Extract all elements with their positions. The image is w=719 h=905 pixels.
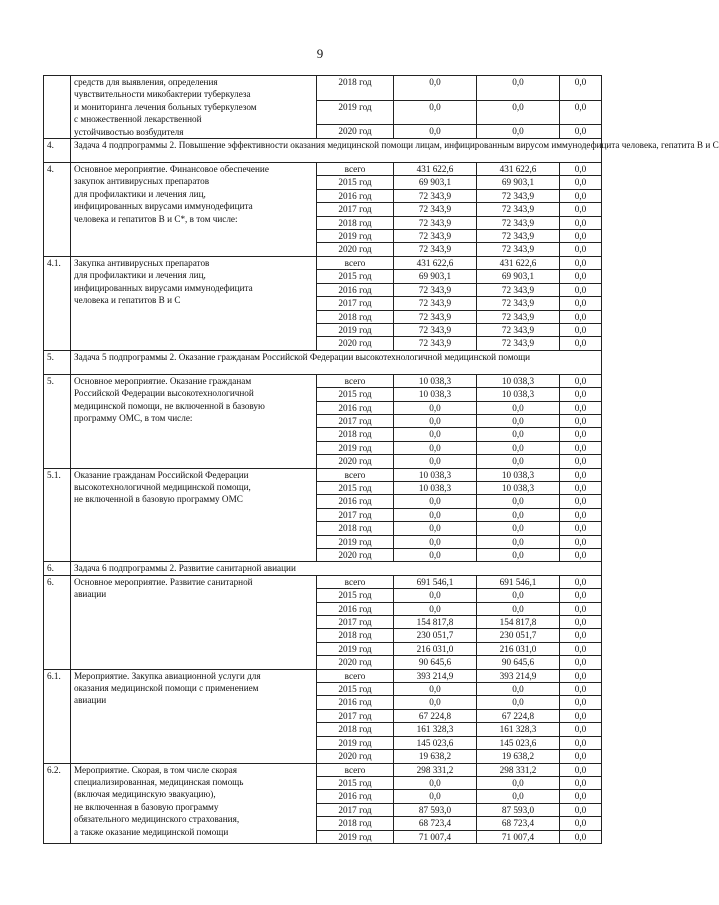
total-value-cell: 72 343,9: [394, 283, 477, 296]
other-value-cell: 0,0: [560, 428, 602, 441]
year-cell: всего: [317, 163, 394, 176]
task-title: Задача 5 подпрограммы 2. Оказание гражданам Российской Федерации высокотехнологичной медицинской помощи: [71, 350, 602, 374]
other-value-cell: 0,0: [560, 100, 602, 125]
year-cell: 2015 год: [317, 776, 394, 789]
regional-value-cell: 69 903,1: [477, 176, 560, 189]
description-line: Мероприятие. Скорая, в том числе скорая: [74, 764, 237, 775]
regional-value-cell: 0,0: [477, 696, 560, 709]
other-value-cell: 0,0: [560, 683, 602, 696]
regional-value-cell: 0,0: [477, 76, 560, 101]
description-line: средств для выявления, определения: [74, 77, 218, 87]
other-value-cell: 0,0: [560, 230, 602, 243]
regional-value-cell: 161 328,3: [477, 723, 560, 736]
budget-table: [43, 75, 719, 844]
task-number: 6.: [44, 562, 71, 575]
other-value-cell: 0,0: [560, 455, 602, 468]
description-line: инфицированных вирусами иммунодефицита: [74, 282, 253, 293]
other-value-cell: 0,0: [560, 616, 602, 629]
year-cell: 2018 год: [317, 629, 394, 642]
regional-value-cell: 298 331,2: [477, 763, 560, 776]
regional-value-cell: 230 051,7: [477, 629, 560, 642]
regional-value-cell: 69 903,1: [477, 270, 560, 283]
total-value-cell: 72 343,9: [394, 337, 477, 350]
total-value-cell: 145 023,6: [394, 736, 477, 749]
table-row: [44, 575, 602, 588]
other-value-cell: 0,0: [560, 189, 602, 202]
other-value-cell: 0,0: [560, 763, 602, 776]
other-value-cell: 0,0: [560, 441, 602, 454]
regional-value-cell: 0,0: [477, 602, 560, 615]
regional-value-cell: 72 343,9: [477, 243, 560, 256]
year-cell: 2016 год: [317, 790, 394, 803]
row-number: 5.1.: [44, 468, 71, 562]
total-value-cell: 0,0: [394, 100, 477, 125]
total-value-cell: 72 343,9: [394, 297, 477, 310]
regional-value-cell: 72 343,9: [477, 337, 560, 350]
table-row: [44, 76, 602, 101]
table-row: [44, 163, 602, 176]
other-value-cell: 0,0: [560, 696, 602, 709]
other-value-cell: 0,0: [560, 709, 602, 722]
regional-value-cell: 0,0: [477, 455, 560, 468]
total-value-cell: 0,0: [394, 549, 477, 562]
total-value-cell: 72 343,9: [394, 310, 477, 323]
row-number: 6.: [44, 575, 71, 669]
regional-value-cell: 154 817,8: [477, 616, 560, 629]
description-line: (включая медицинскую эвакуацию),: [74, 789, 216, 800]
row-description: [71, 76, 317, 139]
other-value-cell: 0,0: [560, 508, 602, 521]
regional-value-cell: 19 638,2: [477, 750, 560, 763]
description-line: авиации: [74, 589, 107, 600]
regional-value-cell: 431 622,6: [477, 256, 560, 269]
year-cell: 2015 год: [317, 589, 394, 602]
regional-value-cell: 0,0: [477, 414, 560, 427]
other-value-cell: 0,0: [560, 243, 602, 256]
total-value-cell: 90 645,6: [394, 656, 477, 669]
other-value-cell: 0,0: [560, 549, 602, 562]
other-value-cell: 0,0: [560, 575, 602, 588]
total-value-cell: 0,0: [394, 508, 477, 521]
regional-value-cell: 71 007,4: [477, 830, 560, 843]
year-cell: 2018 год: [317, 723, 394, 736]
regional-value-cell: 0,0: [477, 535, 560, 548]
description-line: авиации: [74, 695, 107, 706]
table-row: [44, 256, 602, 269]
description-line: для профилактики и лечения лиц,: [74, 270, 206, 281]
description-line: Мероприятие. Закупка авиационной услуги для: [74, 670, 261, 681]
task-row: [44, 139, 602, 163]
table-row: [44, 763, 602, 776]
description-line: специализированная, медицинская помощь: [74, 776, 244, 787]
total-value-cell: 87 593,0: [394, 803, 477, 816]
other-value-cell: 0,0: [560, 535, 602, 548]
description-line: Закупка антивирусных препаратов: [74, 257, 210, 268]
other-value-cell: 0,0: [560, 629, 602, 642]
other-value-cell: 0,0: [560, 669, 602, 682]
other-value-cell: 0,0: [560, 790, 602, 803]
description-line: не включенной в базовую программу ОМС: [74, 494, 243, 505]
total-value-cell: 0,0: [394, 428, 477, 441]
table-row: [44, 669, 602, 682]
regional-value-cell: 10 038,3: [477, 374, 560, 387]
regional-value-cell: 72 343,9: [477, 216, 560, 229]
other-value-cell: 0,0: [560, 388, 602, 401]
total-value-cell: 0,0: [394, 790, 477, 803]
total-value-cell: 0,0: [394, 776, 477, 789]
description-line: и мониторинга лечения больных туберкулезом: [74, 101, 257, 112]
regional-value-cell: 10 038,3: [477, 481, 560, 494]
row-description: [71, 575, 317, 669]
year-cell: 2018 год: [317, 310, 394, 323]
total-value-cell: 0,0: [394, 589, 477, 602]
total-value-cell: 68 723,4: [394, 817, 477, 830]
table-row: [44, 374, 602, 387]
total-value-cell: 10 038,3: [394, 388, 477, 401]
year-cell: 2017 год: [317, 616, 394, 629]
description-line: медицинской помощи, не включенной в базовую: [74, 400, 265, 411]
year-cell: 2020 год: [317, 125, 394, 139]
total-value-cell: 0,0: [394, 495, 477, 508]
description-line: человека и гепатитов В и С*, в том числе:: [74, 213, 238, 224]
total-value-cell: 72 343,9: [394, 243, 477, 256]
description-line: оказания медицинской помощи с применением: [74, 683, 259, 694]
regional-value-cell: 87 593,0: [477, 803, 560, 816]
other-value-cell: 0,0: [560, 495, 602, 508]
regional-value-cell: 0,0: [477, 441, 560, 454]
total-value-cell: 10 038,3: [394, 374, 477, 387]
regional-value-cell: 216 031,0: [477, 642, 560, 655]
row-number: 5.: [44, 374, 71, 468]
other-value-cell: 0,0: [560, 401, 602, 414]
task-number: 5.: [44, 350, 71, 374]
description-line: инфицированных вирусами иммунодефицита: [74, 201, 253, 212]
total-value-cell: 0,0: [394, 414, 477, 427]
task-row: [44, 562, 602, 575]
year-cell: 2019 год: [317, 323, 394, 336]
regional-value-cell: 0,0: [477, 683, 560, 696]
regional-value-cell: 72 343,9: [477, 203, 560, 216]
other-value-cell: 0,0: [560, 817, 602, 830]
other-value-cell: 0,0: [560, 310, 602, 323]
year-cell: 2018 год: [317, 522, 394, 535]
regional-value-cell: 431 622,6: [477, 163, 560, 176]
other-value-cell: 0,0: [560, 125, 602, 139]
row-description: [71, 374, 317, 468]
other-value-cell: 0,0: [560, 589, 602, 602]
year-cell: 2020 год: [317, 549, 394, 562]
task-title: Задача 6 подпрограммы 2. Развитие санитарной авиации: [71, 562, 602, 575]
regional-value-cell: 393 214,9: [477, 669, 560, 682]
other-value-cell: 0,0: [560, 481, 602, 494]
year-cell: всего: [317, 575, 394, 588]
total-value-cell: 154 817,8: [394, 616, 477, 629]
regional-value-cell: 0,0: [477, 125, 560, 139]
regional-value-cell: 0,0: [477, 776, 560, 789]
description-line: чувствительности микобактерии туберкулеза: [74, 89, 251, 100]
task-number: 4.: [44, 139, 71, 163]
description-line: Основное мероприятие. Финансовое обеспечение: [74, 164, 269, 175]
page-number: 9: [316, 46, 324, 61]
total-value-cell: 431 622,6: [394, 256, 477, 269]
task-title: Задача 4 подпрограммы 2. Повышение эффективности оказания медицинской помощи лицам, инфицированным вирусом иммунодефицита человека, гепатита В и С: [71, 139, 602, 163]
total-value-cell: 67 224,8: [394, 709, 477, 722]
row-number: 4.1.: [44, 256, 71, 350]
total-value-cell: 72 343,9: [394, 203, 477, 216]
year-cell: 2019 год: [317, 441, 394, 454]
year-cell: 2018 год: [317, 817, 394, 830]
row-number: 6.1.: [44, 669, 71, 763]
total-value-cell: 72 343,9: [394, 189, 477, 202]
total-value-cell: 0,0: [394, 522, 477, 535]
regional-value-cell: 72 343,9: [477, 323, 560, 336]
year-cell: 2015 год: [317, 388, 394, 401]
year-cell: всего: [317, 468, 394, 481]
description-line: Оказание гражданам Российской Федерации: [74, 469, 249, 480]
total-value-cell: 0,0: [394, 125, 477, 139]
year-cell: 2016 год: [317, 283, 394, 296]
total-value-cell: 72 343,9: [394, 230, 477, 243]
year-cell: 2020 год: [317, 750, 394, 763]
description-line: Основное мероприятие. Оказание гражданам: [74, 375, 252, 386]
total-value-cell: 431 622,6: [394, 163, 477, 176]
row-description: [71, 669, 317, 763]
total-value-cell: 0,0: [394, 401, 477, 414]
year-cell: 2019 год: [317, 736, 394, 749]
row-description: [71, 763, 317, 843]
other-value-cell: 0,0: [560, 522, 602, 535]
year-cell: 2020 год: [317, 337, 394, 350]
total-value-cell: 72 343,9: [394, 216, 477, 229]
regional-value-cell: 0,0: [477, 549, 560, 562]
other-value-cell: 0,0: [560, 323, 602, 336]
other-value-cell: 0,0: [560, 337, 602, 350]
total-value-cell: 393 214,9: [394, 669, 477, 682]
other-value-cell: 0,0: [560, 374, 602, 387]
year-cell: 2019 год: [317, 230, 394, 243]
total-value-cell: 69 903,1: [394, 270, 477, 283]
year-cell: 2019 год: [317, 100, 394, 125]
other-value-cell: 0,0: [560, 203, 602, 216]
year-cell: всего: [317, 763, 394, 776]
year-cell: 2019 год: [317, 642, 394, 655]
year-cell: 2017 год: [317, 803, 394, 816]
other-value-cell: 0,0: [560, 750, 602, 763]
other-value-cell: 0,0: [560, 656, 602, 669]
total-value-cell: 0,0: [394, 455, 477, 468]
other-value-cell: 0,0: [560, 76, 602, 101]
regional-value-cell: 0,0: [477, 508, 560, 521]
table-row: [44, 468, 602, 481]
description-line: не включенная в базовую программу: [74, 801, 219, 812]
year-cell: 2020 год: [317, 243, 394, 256]
year-cell: всего: [317, 374, 394, 387]
total-value-cell: 230 051,7: [394, 629, 477, 642]
total-value-cell: 0,0: [394, 76, 477, 101]
row-description: [71, 468, 317, 562]
regional-value-cell: 0,0: [477, 495, 560, 508]
row-description: [71, 256, 317, 350]
year-cell: всего: [317, 669, 394, 682]
total-value-cell: 72 343,9: [394, 323, 477, 336]
other-value-cell: 0,0: [560, 216, 602, 229]
description-line: с множественной лекарственной: [74, 114, 202, 125]
total-value-cell: 69 903,1: [394, 176, 477, 189]
table-body: [44, 76, 719, 844]
year-cell: 2019 год: [317, 830, 394, 843]
description-line: обязательного медицинского страхования,: [74, 814, 240, 825]
regional-value-cell: 691 546,1: [477, 575, 560, 588]
other-value-cell: 0,0: [560, 256, 602, 269]
other-value-cell: 0,0: [560, 642, 602, 655]
description-line: Основное мероприятие. Развитие санитарной: [74, 576, 253, 587]
total-value-cell: 161 328,3: [394, 723, 477, 736]
year-cell: 2019 год: [317, 535, 394, 548]
total-value-cell: 216 031,0: [394, 642, 477, 655]
regional-value-cell: 145 023,6: [477, 736, 560, 749]
other-value-cell: 0,0: [560, 776, 602, 789]
other-value-cell: 0,0: [560, 176, 602, 189]
regional-value-cell: 72 343,9: [477, 297, 560, 310]
description-line: программу ОМС, в том числе:: [74, 412, 193, 423]
year-cell: 2017 год: [317, 203, 394, 216]
regional-value-cell: 72 343,9: [477, 283, 560, 296]
year-cell: 2015 год: [317, 481, 394, 494]
year-cell: 2015 год: [317, 683, 394, 696]
year-cell: 2017 год: [317, 508, 394, 521]
regional-value-cell: 10 038,3: [477, 468, 560, 481]
regional-value-cell: 0,0: [477, 589, 560, 602]
year-cell: 2015 год: [317, 270, 394, 283]
task-row: [44, 350, 602, 374]
other-value-cell: 0,0: [560, 297, 602, 310]
year-cell: 2016 год: [317, 602, 394, 615]
total-value-cell: 0,0: [394, 602, 477, 615]
regional-value-cell: 72 343,9: [477, 310, 560, 323]
other-value-cell: 0,0: [560, 163, 602, 176]
other-value-cell: 0,0: [560, 414, 602, 427]
year-cell: 2020 год: [317, 656, 394, 669]
total-value-cell: 298 331,2: [394, 763, 477, 776]
description-line: высокотехнологичной медицинской помощи,: [74, 481, 251, 492]
row-number: 4.: [44, 163, 71, 257]
regional-value-cell: 0,0: [477, 790, 560, 803]
other-value-cell: 0,0: [560, 736, 602, 749]
total-value-cell: 10 038,3: [394, 481, 477, 494]
other-value-cell: 0,0: [560, 830, 602, 843]
total-value-cell: 0,0: [394, 696, 477, 709]
row-number: [44, 76, 71, 139]
year-cell: всего: [317, 256, 394, 269]
row-number: 6.2.: [44, 763, 71, 843]
year-cell: 2018 год: [317, 76, 394, 101]
total-value-cell: 0,0: [394, 441, 477, 454]
other-value-cell: 0,0: [560, 468, 602, 481]
year-cell: 2016 год: [317, 696, 394, 709]
regional-value-cell: 68 723,4: [477, 817, 560, 830]
total-value-cell: 691 546,1: [394, 575, 477, 588]
year-cell: 2016 год: [317, 495, 394, 508]
other-value-cell: 0,0: [560, 283, 602, 296]
description-line: устойчивостью возбудителя: [74, 126, 184, 137]
description-line: закупок антивирусных препаратов: [74, 176, 210, 187]
total-value-cell: 0,0: [394, 683, 477, 696]
year-cell: 2016 год: [317, 401, 394, 414]
year-cell: 2016 год: [317, 189, 394, 202]
total-value-cell: 0,0: [394, 535, 477, 548]
total-value-cell: 19 638,2: [394, 750, 477, 763]
year-cell: 2015 год: [317, 176, 394, 189]
regional-value-cell: 0,0: [477, 100, 560, 125]
year-cell: 2017 год: [317, 414, 394, 427]
other-value-cell: 0,0: [560, 270, 602, 283]
year-cell: 2018 год: [317, 216, 394, 229]
year-cell: 2020 год: [317, 455, 394, 468]
regional-value-cell: 72 343,9: [477, 230, 560, 243]
year-cell: 2017 год: [317, 709, 394, 722]
description-line: Российской Федерации высокотехнологичной: [74, 388, 254, 399]
regional-value-cell: 90 645,6: [477, 656, 560, 669]
total-value-cell: 71 007,4: [394, 830, 477, 843]
other-value-cell: 0,0: [560, 803, 602, 816]
regional-value-cell: 72 343,9: [477, 189, 560, 202]
other-value-cell: 0,0: [560, 723, 602, 736]
description-line: а также оказание медицинской помощи: [74, 826, 229, 837]
regional-value-cell: 10 038,3: [477, 388, 560, 401]
row-description: [71, 163, 317, 257]
description-line: для профилактики и лечения лиц,: [74, 188, 206, 199]
regional-value-cell: 67 224,8: [477, 709, 560, 722]
year-cell: 2017 год: [317, 297, 394, 310]
year-cell: 2018 год: [317, 428, 394, 441]
regional-value-cell: 0,0: [477, 428, 560, 441]
other-value-cell: 0,0: [560, 602, 602, 615]
regional-value-cell: 0,0: [477, 522, 560, 535]
description-line: человека и гепатитов В и С: [74, 295, 181, 306]
total-value-cell: 10 038,3: [394, 468, 477, 481]
regional-value-cell: 0,0: [477, 401, 560, 414]
